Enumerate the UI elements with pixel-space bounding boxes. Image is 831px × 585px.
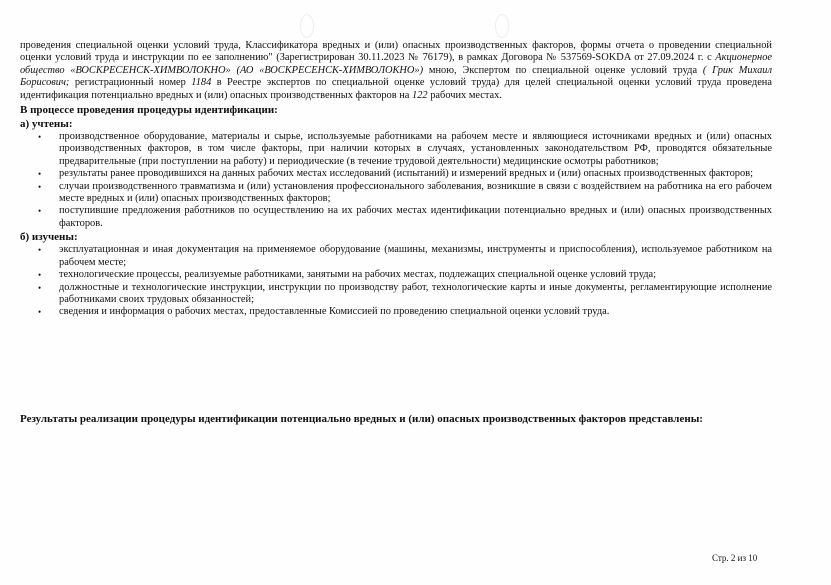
list-item	[20, 244, 772, 269]
list-item-text: технологические процессы, реализуемые работниками, занятыми на рабочих местах, подлежащих специальной оценке условий труда;	[59, 269, 657, 281]
list-item-text: результаты ранее проводившихся на данных рабочих местах исследований (испытаний) и измерений вредных и (или) опасных производственных факторов;	[59, 168, 753, 180]
list-item-text: случаи производственного травматизма и (или) установления профессионального заболевания, возникшие в связи с воздействием на работника на его рабочем месте вредных и (или) опасных производственных факторов;	[59, 180, 772, 205]
intro-text-part5: рабочих местах.	[430, 89, 502, 101]
list-item-text: производственное оборудование, материалы и сырье, используемые работниками на рабочем месте и являющиеся источниками вредных и (или) опасных производственных факторов, в том числе факторы, при наличии которых в случаях, установленных законодательством РФ, проводятся обязательные предварительные (при поступлении на работу) и периодические (в течение трудовой деятельности) медицинские осмотры работников;	[59, 131, 772, 167]
list-item-text: эксплуатационная и иная документация на применяемое оборудование (машины, механизмы, инструменты и приспособления), используемое работником на рабочем месте;	[59, 244, 772, 268]
list-item	[20, 131, 772, 168]
expert-name: ( Грик Михаил Борисович;	[20, 64, 773, 89]
list-item	[20, 306, 772, 318]
page-number: Стр. 2 из 10	[712, 553, 758, 563]
intro-text-part4: в Реестре экспертов по специальной оценке условий труда) для целей специальной оценки условий труда проведена идентификация потенциально вредных и (или) опасных производственных факторов на	[20, 77, 772, 101]
scan-hole-mark-left	[300, 14, 314, 38]
group-b-list	[20, 244, 772, 318]
list-item-text: сведения и информация о рабочих местах, предоставленные Комиссией по проведению специальной оценки условий труда.	[59, 306, 610, 318]
bullet-icon: •	[38, 307, 42, 318]
organization-name: Акционерное общество «ВОСКРЕСЕНСК-ХИМВОЛОКНО» (АО «ВОСКРЕСЕНСК-ХИМВОЛОКНО»)	[20, 52, 772, 76]
intro-paragraph	[20, 40, 772, 102]
intro-text-part3: регистрационный номер	[74, 77, 186, 89]
scan-hole-mark-right	[495, 14, 509, 38]
group-b-label: б) изучены:	[20, 231, 78, 244]
registration-number: 1184	[191, 77, 212, 89]
workplaces-count: 122	[412, 89, 428, 101]
bullet-icon: •	[38, 206, 42, 217]
group-a-list	[20, 131, 772, 230]
bullet-icon: •	[38, 270, 42, 281]
intro-text-part1: проведения специальной оценки условий труда, Классификатора вредных и (или) опасных производственных факторов, формы отчета о проведении специальной оценки условий труда и инструкции по ее заполнению" (Зарегистрирован 30.11.2023 № 76179), в рамках Договора № 537569-SOKDA от 27.09.2024 г. с	[20, 40, 772, 64]
intro-text-part2: мною, Экспертом по специальной оценке условий труда	[428, 64, 698, 76]
process-heading: В процессе проведения процедуры идентификации:	[20, 104, 278, 117]
group-a-label: а) учтены:	[20, 118, 73, 131]
list-item-text: должностные и технологические инструкции, инструкции по производству работ, технологические карты и иные документы, регламентирующие исполнение работниками своих трудовых обязанностей;	[59, 281, 772, 305]
document-body	[20, 40, 772, 319]
list-item	[20, 168, 772, 180]
bullet-icon: •	[38, 181, 42, 192]
bullet-icon: •	[38, 132, 42, 143]
bullet-icon: •	[38, 282, 42, 293]
list-item	[20, 269, 772, 281]
list-item	[20, 205, 772, 230]
bullet-icon: •	[38, 245, 42, 256]
list-item	[20, 282, 772, 307]
bullet-icon: •	[38, 169, 42, 180]
results-heading: Результаты реализации процедуры идентификации потенциально вредных и (или) опасных производственных факторов представлены:	[20, 413, 703, 425]
list-item	[20, 181, 772, 206]
list-item-text: поступившие предложения работников по осуществлению на их рабочих местах идентификации потенциально вредных и (или) опасных производственных факторов.	[59, 205, 772, 229]
